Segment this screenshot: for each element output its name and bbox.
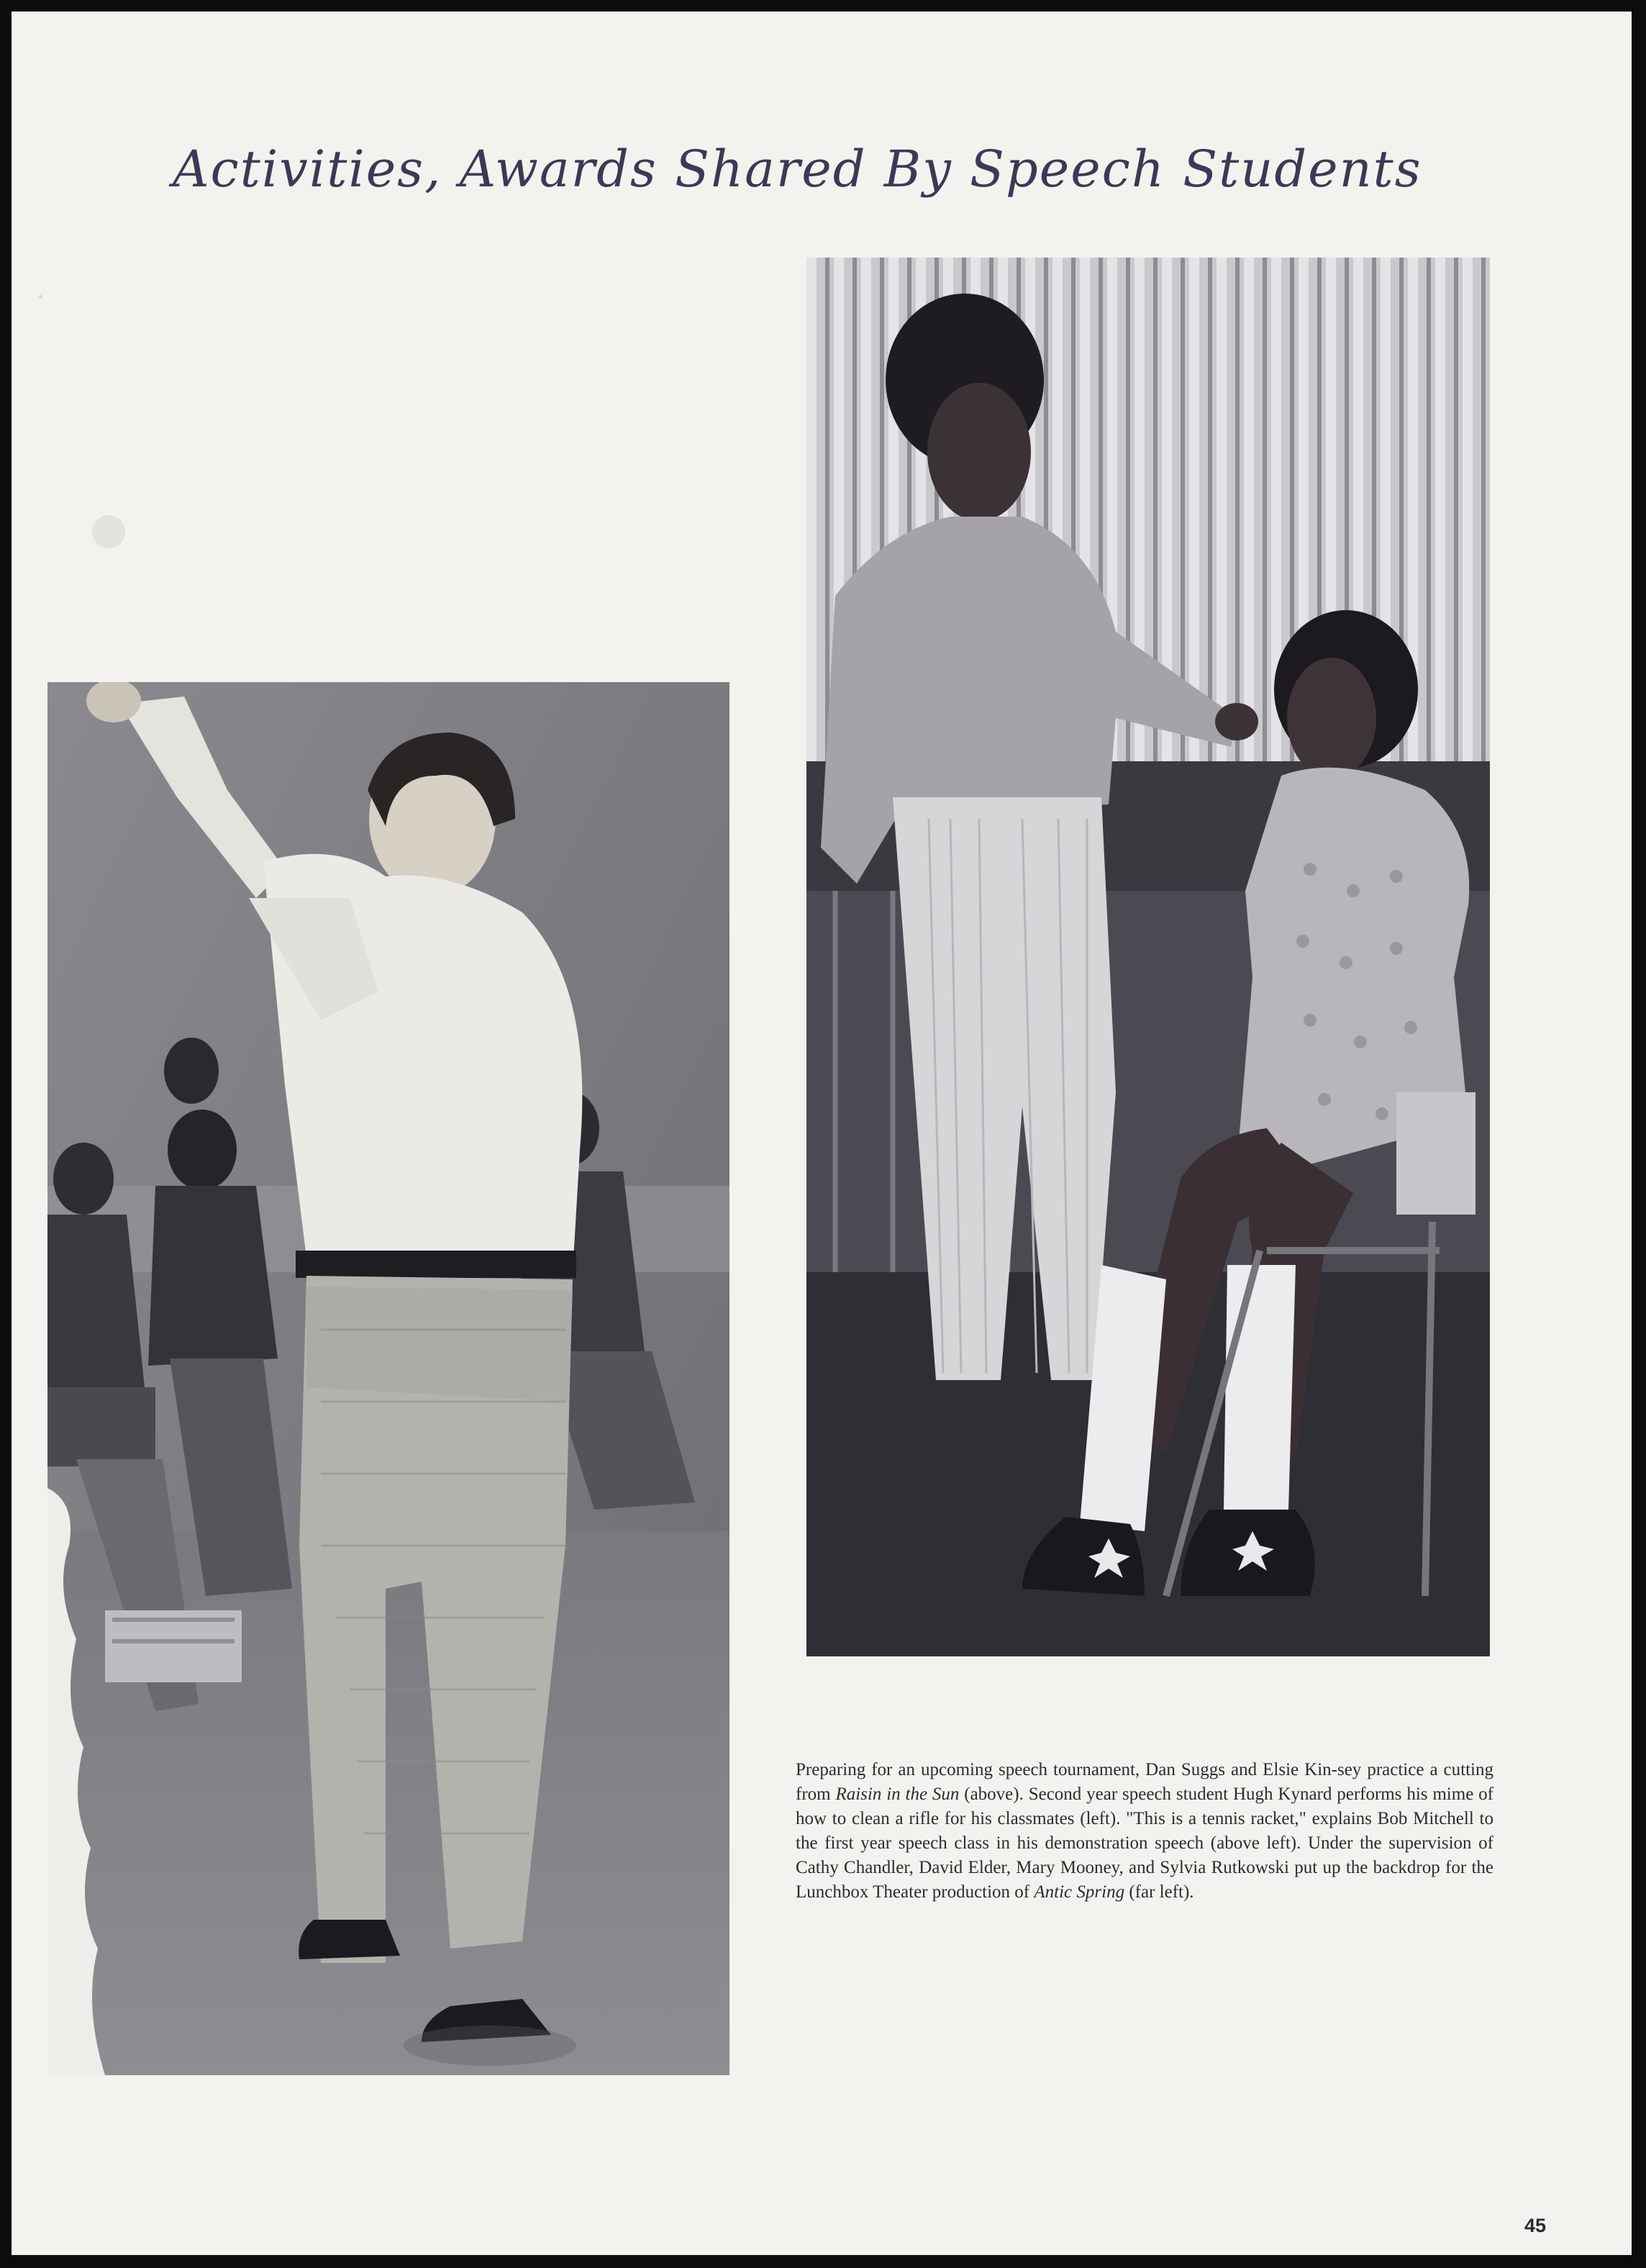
caption-text-3: (far left). xyxy=(1124,1882,1194,1902)
paper-speck xyxy=(39,295,42,299)
page-number: 45 xyxy=(1524,2215,1547,2236)
caption-play-title-1: Raisin in the Sun xyxy=(835,1784,960,1804)
photo-mime-performance xyxy=(47,682,729,2075)
caption-play-title-2: Antic Spring xyxy=(1034,1882,1125,1902)
photo-mime-performance-image xyxy=(47,682,729,2075)
photo-caption xyxy=(796,1758,1493,1905)
paper-speck xyxy=(92,515,125,548)
page-headline: Activities, Awards Shared By Speech Students xyxy=(173,140,1422,199)
yearbook-page xyxy=(12,12,1632,2255)
photo-scene-rehearsal-image xyxy=(806,258,1490,1656)
caption-text-1: Preparing for an upcoming speech tournament, Dan Suggs and Elsie Kin-sey practice a cutting from xyxy=(796,1760,1493,1804)
photo-scene-rehearsal xyxy=(806,258,1490,1656)
caption-text-2: (above). Second year speech student Hugh Kynard performs his mime of how to clean a rifle for his classmates (left). "This is a tennis racket," explains Bob Mitchell to the first year speech class in his demonstration speech (above left). Under the supervision of Cathy Chandler, David Elder, Mary Mooney, and Sylvia Rutkowski put up the backdrop for the Lunchbox Theater production of xyxy=(796,1784,1493,1902)
